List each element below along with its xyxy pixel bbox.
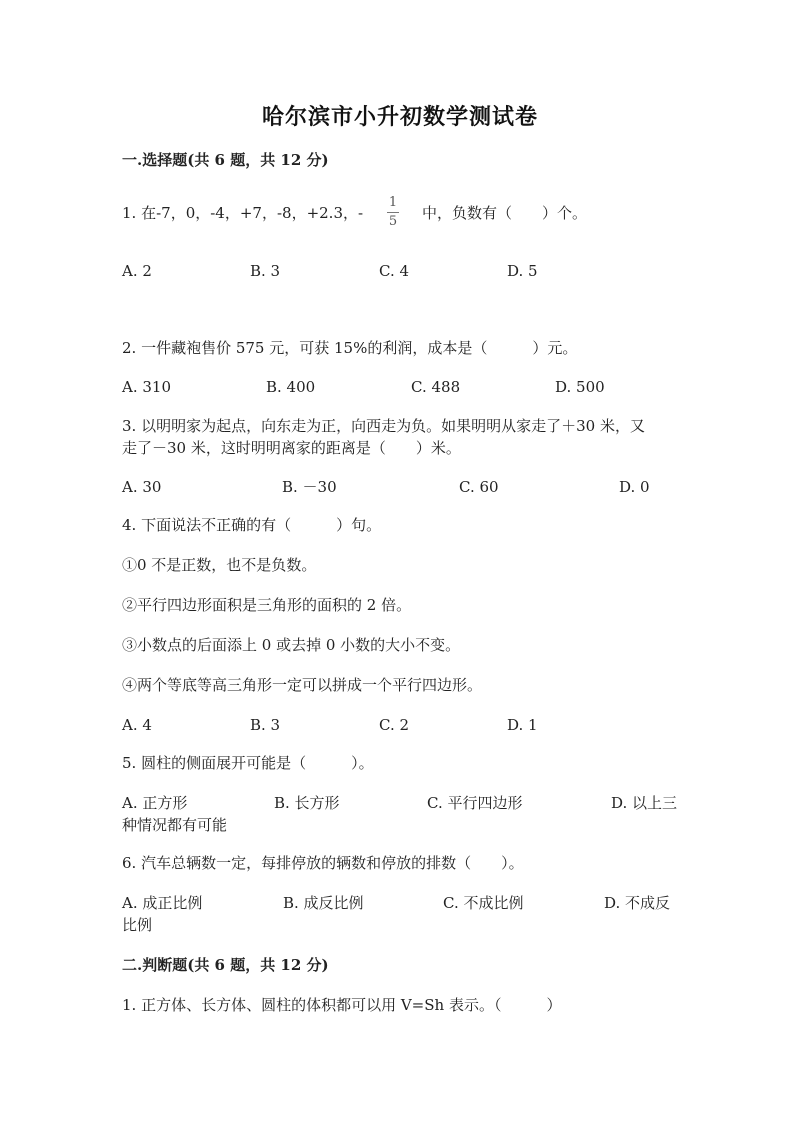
q3-option-a: A. 30 <box>122 478 162 496</box>
q1-option-a: A. 2 <box>122 262 152 280</box>
question-4-text: 4. 下面说法不正确的有（ ）句。 <box>122 516 382 534</box>
q3-option-d: D. 0 <box>619 478 650 496</box>
q1-option-c: C. 4 <box>379 262 410 280</box>
q4-option-b: B. 3 <box>250 716 281 734</box>
q4-statement-2: ②平行四边形面积是三角形的面积的 2 倍。 <box>122 596 412 614</box>
section-heading-true-false: 二.判断题(共 6 题，共 12 分) <box>122 956 329 974</box>
q6-option-b: B. 成反比例 <box>283 894 364 912</box>
q5-option-b: B. 长方形 <box>274 794 340 812</box>
true-false-question-1: 1. 正方体、长方体、圆柱的体积都可以用 V=Sh 表示。（ ） <box>122 996 562 1014</box>
fraction-numerator: 1 <box>388 195 398 210</box>
fraction-denominator: 5 <box>388 214 398 229</box>
q1-option-d: D. 5 <box>507 262 538 280</box>
q4-statement-1: ①0 不是正数，也不是负数。 <box>122 556 317 574</box>
question-1-text: 1. 在-7，0，-4，+7，-8，+2.3，- <box>122 204 364 222</box>
q4-option-a: A. 4 <box>122 716 152 734</box>
q5-option-c: C. 平行四边形 <box>427 794 523 812</box>
q2-option-d: D. 500 <box>555 378 605 396</box>
q2-option-a: A. 310 <box>122 378 171 396</box>
q4-statement-4: ④两个等底等高三角形一定可以拼成一个平行四边形。 <box>122 676 483 694</box>
q6-option-a: A. 成正比例 <box>122 894 203 912</box>
q6-option-d-wrap: 比例 <box>122 916 153 934</box>
page-title: 哈尔滨市小升初数学测试卷 <box>261 104 538 130</box>
q3-option-c: C. 60 <box>459 478 499 496</box>
q4-option-c: C. 2 <box>379 716 410 734</box>
question-6-text: 6. 汽车总辆数一定，每排停放的辆数和停放的排数（ ）。 <box>122 854 524 872</box>
question-1-suffix: 中，负数有（ ）个。 <box>422 204 588 222</box>
q6-option-d: D. 不成反 <box>604 894 671 912</box>
question-3-line-1: 3. 以明明家为起点，向东走为正，向西走为负。如果明明从家走了＋30 米，又 <box>122 417 645 435</box>
question-5-text: 5. 圆柱的侧面展开可能是（ ）。 <box>122 754 374 772</box>
q5-option-d-wrap: 种情况都有可能 <box>122 816 228 834</box>
q4-option-d: D. 1 <box>507 716 538 734</box>
q2-option-b: B. 400 <box>266 378 316 396</box>
q5-option-d: D. 以上三 <box>611 794 678 812</box>
q1-option-b: B. 3 <box>250 262 281 280</box>
fraction-bar <box>387 212 399 213</box>
q3-option-b: B. －30 <box>282 478 337 496</box>
q5-option-a: A. 正方形 <box>122 794 188 812</box>
q6-option-c: C. 不成比例 <box>443 894 524 912</box>
question-3-line-2: 走了－30 米，这时明明离家的距离是（ ）米。 <box>122 439 461 457</box>
question-2-text: 2. 一件藏袍售价 575 元，可获 15%的利润，成本是（ ）元。 <box>122 339 578 357</box>
section-heading-choice: 一.选择题(共 6 题，共 12 分) <box>122 151 329 169</box>
q4-statement-3: ③小数点的后面添上 0 或去掉 0 小数的大小不变。 <box>122 636 461 654</box>
q2-option-c: C. 488 <box>411 378 461 396</box>
